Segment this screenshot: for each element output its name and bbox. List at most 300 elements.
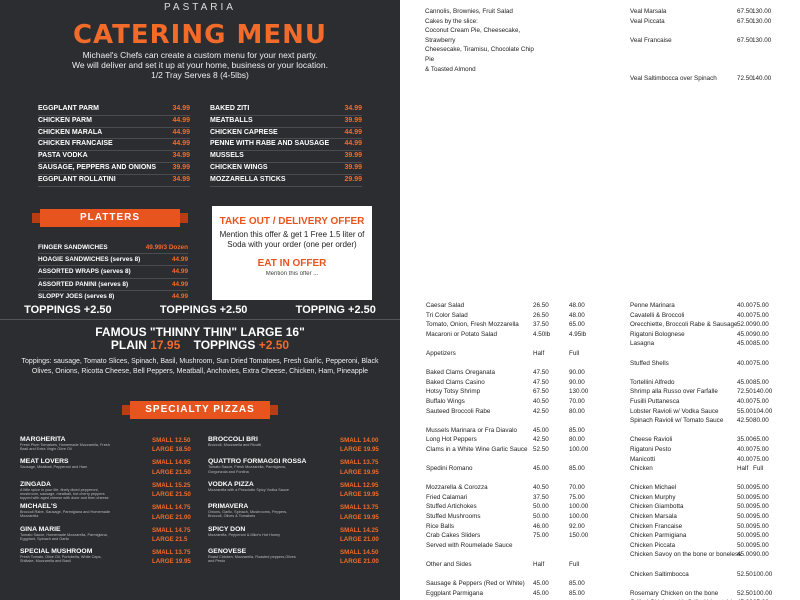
price-row (426, 570, 606, 580)
pizza-large-price: LARGE 19.95 (340, 468, 379, 476)
pizza-large-price: LARGE 19.95 (340, 513, 379, 521)
price-row-full: 140.00 (752, 75, 772, 83)
price-row (630, 455, 800, 465)
price-row-full: 85.00 (569, 580, 585, 588)
price-row (630, 368, 800, 378)
price-row-half: 52.50 (533, 445, 549, 453)
price-row (630, 550, 800, 560)
price-row-half: Half (737, 465, 749, 473)
menu-item-name: PASTA VODKA (38, 152, 88, 160)
price-row-name: Pie (425, 55, 435, 63)
price-row-name: Chicken Murphy (630, 493, 676, 501)
price-row-half: 37.50 (533, 321, 549, 329)
price-row-half: 52.50 (737, 589, 753, 597)
price-row-name: Tomato, Onion, Fresh Mozzarella (426, 321, 519, 329)
price-row-name: Mussels Marinara or Fra Diavalo (426, 426, 517, 434)
price-row-full: 85.00 (569, 589, 585, 597)
price-row (630, 301, 800, 311)
menu-item-name: CHICKEN MARALA (38, 128, 103, 136)
price-row (426, 512, 606, 522)
specialty-banner: SPECIALTY PIZZAS (130, 401, 270, 419)
price-row (630, 7, 790, 17)
menu-item-name: MOZZARELLA STICKS (210, 175, 286, 183)
pizza-name: MEAT LOVERS (20, 458, 69, 466)
price-row-full: 75.00 (753, 302, 769, 309)
pizza-small-price: SMALL 13.75 (152, 548, 191, 556)
price-row (426, 397, 606, 407)
price-row-name: Chicken Michael (630, 484, 677, 492)
pizza-small-price: SMALL 14.50 (340, 548, 379, 556)
pizza-description: Onions, Garlic, Spinach, Mushrooms, Peppers, Broccoli, Olives & Tomatoes (208, 510, 288, 519)
price-row-half: 67.50 (533, 388, 549, 396)
price-row-half: 45.00 (533, 589, 549, 597)
price-row (630, 435, 800, 445)
menu-item-name: EGGPLANT PARM (38, 105, 99, 112)
price-row-name: Chicken Savoy on the bone or boneless (630, 551, 742, 559)
price-row (426, 301, 606, 311)
price-row-name: Chicken Francaise (630, 522, 683, 530)
menu-item-name: SAUSAGE, PEPPERS AND ONIONS (38, 163, 156, 171)
price-row-half: 42.50 (737, 417, 753, 425)
menu-item-name: ASSORTED WRAPS (serves 8) (38, 268, 131, 276)
price-row-name: Crab Cakes Sliders (426, 532, 481, 540)
pizza-small-price: SMALL 15.25 (152, 481, 191, 489)
pizza-item (208, 436, 380, 458)
pizza-name: BROCCOLI BRI (208, 436, 258, 443)
eat-in-offer-text: Mention this offer ... (265, 271, 319, 277)
price-row-full: 92.00 (569, 522, 585, 530)
price-row-full: 75.00 (753, 311, 769, 319)
pizza-description: Mozzarella, Pepperoni & Mike's Hot Honey (208, 532, 281, 537)
price-row-half: 40.00 (737, 302, 753, 309)
price-row (426, 320, 606, 330)
price-row (630, 311, 800, 321)
price-row-half: 40.50 (533, 484, 549, 492)
price-row-full: 100.00 (753, 589, 773, 597)
price-row-full: 95.00 (753, 532, 769, 540)
pizza-item (208, 548, 380, 570)
price-row-name: Cakes by the slice: (425, 17, 478, 25)
price-row-full: 130.00 (569, 388, 589, 396)
price-row (630, 387, 800, 397)
menu-item-name: EGGPLANT ROLLATINI (38, 175, 116, 183)
price-row (630, 397, 800, 407)
desserts-veal-panel (400, 0, 800, 300)
price-row-full: 85.00 (753, 340, 769, 348)
eat-in-offer-title: EAT IN OFFER (257, 258, 327, 269)
pizza-large-price: LARGE 19.95 (340, 446, 379, 454)
price-row-full: 80.00 (753, 417, 769, 425)
price-row-full: 95.00 (753, 484, 769, 492)
price-row-half: 45.00 (737, 330, 753, 338)
price-row-full: 70.00 (569, 484, 585, 492)
pizza-prices (340, 458, 380, 477)
price-row-half: 40.00 (737, 455, 753, 463)
price-row-full: 150.00 (569, 532, 589, 540)
menu-item (38, 151, 190, 163)
offer-title: TAKE OUT / DELIVERY OFFER (219, 216, 365, 227)
price-row-name: Chicken Giambotta (630, 503, 684, 511)
price-row-name: Stuffed Mushrooms (426, 513, 481, 521)
price-row (426, 455, 606, 465)
price-row (425, 65, 565, 75)
price-row-full: 95.00 (753, 522, 769, 530)
price-row-full: 75.00 (569, 493, 585, 501)
catering-intro: Michael's Chefs can create a custom menu for your next party. We will deliver and set it up at your home, business or your location. 1/2 Tray Serves 8 (4-5lbs) (72, 50, 328, 80)
menu-item-price: 34.99 (172, 105, 190, 112)
price-row (426, 560, 606, 570)
price-row-half: 72.50 (737, 75, 753, 83)
price-row-full: 48.00 (569, 302, 585, 309)
menu-item-name: CHICKEN WINGS (210, 163, 268, 171)
pizza-description: Sausage, Meatball, Pepperoni and Ham (20, 465, 88, 470)
pizza-name: QUATTRO FORMAGGI ROSSA (208, 458, 307, 466)
price-row (426, 550, 606, 560)
price-row (426, 378, 606, 388)
menu-item (210, 163, 362, 175)
menu-item-name: CHICKEN PARM (38, 116, 92, 124)
price-row-half: 50.00 (737, 532, 753, 540)
price-row (426, 349, 606, 359)
pizza-item (20, 436, 192, 458)
price-row (426, 435, 606, 445)
price-row (425, 17, 565, 27)
price-row (630, 36, 790, 46)
pizza-item (208, 526, 380, 548)
pizza-name: GINA MARIE (20, 525, 61, 533)
menu-item (38, 279, 188, 291)
pizza-prices (340, 436, 380, 455)
price-row-half: 52.50 (737, 570, 753, 578)
price-row-name: Veal Francaise (630, 36, 672, 44)
menu-item-price: 29.99 (344, 175, 362, 183)
price-row (426, 416, 606, 426)
price-row-full: Full (753, 465, 764, 473)
price-row-name: Sausage & Peppers (Red or White) (426, 580, 525, 588)
pizza-large-price: LARGE 21.50 (152, 491, 191, 499)
price-row-name: Lobster Ravioli w/ Vodka Sauce (630, 407, 719, 415)
pizza-item (20, 526, 192, 548)
price-row (630, 339, 800, 349)
price-row-name: Rigatoni Bolognese (630, 330, 685, 338)
price-row (630, 426, 800, 436)
pizza-item (208, 481, 380, 503)
price-row-name: Spedini Romano (426, 465, 473, 473)
price-row-half: 40.00 (737, 445, 753, 453)
price-row-name: Veal Piccata (630, 17, 665, 25)
price-row (425, 7, 565, 17)
pizza-description: A little spice in your life, finely diced pepperoni, mushroom, sausage, meatball, hot cherry peppers topped with aged cheese with done and then cheese (20, 487, 109, 501)
price-row (425, 26, 565, 36)
price-row-full: 130.00 (752, 8, 772, 15)
price-row-full: 85.00 (569, 426, 585, 434)
pizza-prices (152, 458, 192, 477)
price-row (426, 589, 606, 599)
catering-panel (0, 0, 400, 300)
price-row-name: Served with Roumelade Sauce (426, 541, 513, 549)
price-row-half: 40.50 (533, 397, 549, 405)
pizza-name: MARGHERITA (20, 436, 66, 443)
menu-item (38, 139, 190, 151)
price-row-full: 90.00 (753, 330, 769, 338)
price-row-name: Chicken Marsala (630, 513, 677, 521)
price-row-half: 67.50 (737, 17, 753, 25)
price-row-full: 100.00 (569, 445, 589, 453)
menu-item (38, 128, 190, 140)
pizza-description: Roast Chicken, Mozzarella, Roasted peppers,Olives and Pesto (208, 554, 296, 564)
menu-item (38, 104, 190, 116)
price-row (426, 483, 606, 493)
menu-item (210, 175, 362, 187)
pizza-prices (152, 481, 192, 500)
pizza-large-price: LARGE 19.95 (152, 558, 191, 566)
price-row-name: Cannolis, Brownies, Fruit Salad (425, 8, 513, 15)
price-row-full: 85.00 (569, 465, 585, 473)
menu-item-price: 44.99 (172, 128, 190, 136)
price-row-name: Manicotti (630, 455, 656, 463)
toppings-bar: TOPPINGS +2.50 TOPPINGS +2.50 TOPPING +2.50 (0, 300, 400, 320)
price-row-name: Tri Color Salad (426, 311, 468, 319)
price-row-half: 42.50 (533, 407, 549, 415)
menu-item (210, 139, 362, 151)
pizza-small-price: SMALL 14.95 (152, 459, 191, 467)
price-row-half: 46.00 (533, 522, 549, 530)
price-row (630, 65, 790, 75)
price-row (630, 560, 800, 570)
menu-item (38, 116, 190, 128)
price-row-name: Penne Marinara (630, 302, 675, 309)
veal-list (630, 7, 790, 84)
price-row-name: Baked Clams Oreganata (426, 369, 495, 377)
price-row (630, 493, 800, 503)
price-row-full: 75.00 (753, 455, 769, 463)
price-row (630, 474, 800, 484)
menu-item (38, 254, 188, 266)
price-row-half: 45.00 (533, 426, 549, 434)
price-row (426, 522, 606, 532)
pizza-panel (0, 300, 400, 600)
menu-item-price: 39.99 (172, 163, 190, 171)
platters-banner: PLATTERS (40, 209, 180, 227)
menu-item-name: ASSORTED PANINI (serves 8) (38, 280, 129, 288)
price-row-full: 65.00 (753, 436, 769, 444)
price-row-full: 100.00 (569, 503, 589, 511)
price-row (425, 55, 565, 65)
menu-item-price: 44.99 (344, 140, 362, 148)
price-row (630, 464, 800, 474)
price-row (630, 359, 800, 369)
price-row (630, 502, 800, 512)
menu-item-name: SLOPPY JOES (serves 8) (38, 292, 115, 300)
menu-item-name: HOAGIE SANDWICHES (serves 8) (38, 256, 141, 264)
price-row (630, 349, 800, 359)
pizza-small-price: SMALL 14.00 (340, 437, 379, 444)
specialty-right-list (208, 436, 380, 570)
price-row (426, 464, 606, 474)
offer-box (212, 206, 372, 300)
toppings-list: Toppings: sausage, Tomato Slices, Spinach, Basil, Mushroom, Sun Dried Tomatoes, Fresh Garlic, Pepperoni, Black Olives, Onions, Ricotta Cheese, Bell Peppers, Meatball, Anchovies, Extra Cheese, Chicken, Ham, Pineapple (21, 358, 379, 375)
price-row-name: Spinach Ravioli w/ Tomato Sauce (630, 417, 724, 425)
price-row-name: Clams in a White Wine Garlic Sauce (426, 445, 528, 453)
price-row (426, 541, 606, 551)
price-row (630, 570, 800, 580)
price-row-half: 4.50lb (533, 330, 551, 338)
price-row (630, 378, 800, 388)
price-row-name: Lasagna (630, 340, 655, 348)
price-row-name: Tortellini Alfredo (630, 378, 675, 386)
price-row-half: 45.00 (533, 580, 549, 588)
pizza-small-price: SMALL 14.75 (152, 504, 191, 512)
price-row-name: Other and Sides (426, 561, 472, 569)
price-row-name: Fusilli Puttanesca (630, 397, 680, 405)
pizza-large-price: LARGE 21.00 (340, 558, 379, 566)
menu-item-price: 49.99/3 Dozen (145, 244, 188, 251)
price-row-half: 50.00 (737, 484, 753, 492)
price-row-name: Fried Calamari (426, 493, 468, 501)
desserts-list (425, 7, 565, 74)
pasta-chicken-list (630, 301, 800, 600)
menu-item (210, 116, 362, 128)
price-row (426, 474, 606, 484)
price-row-full: 85.00 (753, 378, 769, 386)
pizza-large-price: LARGE 19.95 (340, 491, 379, 499)
pizza-description: Broccoli, Mozzarella and Ricotti (208, 443, 261, 447)
price-row (630, 320, 800, 330)
price-row-half: Half (533, 349, 545, 357)
menu-item (210, 104, 362, 116)
menu-item-price: 34.99 (344, 105, 362, 112)
catering-left-list (38, 104, 190, 187)
price-row-name: Rosemary Chicken on the bone (630, 589, 719, 597)
price-row-half: 50.00 (533, 503, 549, 511)
price-row-half: 50.00 (737, 541, 753, 549)
price-row-name: Coconut Cream Pie, Cheesecake, (425, 27, 521, 35)
price-row-full: 90.00 (569, 369, 585, 377)
price-row-half: 50.00 (737, 493, 753, 501)
price-row-name: & Toasted Almond (425, 65, 476, 73)
menu-item-price: 44.99 (172, 292, 188, 300)
menu-item-price: 44.99 (172, 116, 190, 124)
appetizers-list (426, 301, 606, 600)
price-row (426, 579, 606, 589)
price-row (630, 541, 800, 551)
price-row-full: 130.00 (752, 36, 772, 44)
pizza-item (208, 503, 380, 525)
price-row-name: Veal Saltimbocca over Spinach (630, 75, 717, 83)
specialty-left-list (20, 436, 192, 570)
price-row-full: 65.00 (569, 321, 585, 329)
menu-item-price: 34.99 (172, 152, 190, 160)
menu-item (38, 291, 188, 300)
price-row-full: 90.00 (753, 551, 769, 559)
pizza-small-price: SMALL 13.75 (340, 459, 379, 467)
price-row-name: Mozzarella & Corozza (426, 484, 488, 492)
price-row (425, 45, 565, 55)
menu-item-name: MUSSELS (210, 152, 244, 160)
pizza-small-price: SMALL 13.75 (340, 504, 379, 512)
menu-item-name: CHICKEN CAPRESE (210, 128, 278, 136)
pizza-large-price: LARGE 21.50 (152, 468, 191, 476)
price-row-full: 75.00 (753, 359, 769, 367)
price-row-name: Veal Marsala (630, 8, 667, 15)
pizza-large-price: LARGE 21.00 (340, 535, 379, 543)
price-row-half: 50.00 (737, 503, 753, 511)
price-row-half: 47.50 (533, 369, 549, 377)
price-row-name: Strawberry (425, 36, 456, 44)
price-row (426, 407, 606, 417)
price-row-half: 75.00 (533, 532, 549, 540)
price-row-name: Chicken Saltimbocca (630, 570, 689, 578)
catering-right-list (210, 104, 362, 187)
pizza-prices (340, 548, 380, 567)
price-row-name: Stuffed Artichokes (426, 503, 477, 511)
price-row-half: 45.00 (737, 340, 753, 348)
price-row (426, 311, 606, 321)
price-row-half: 72.50 (737, 388, 753, 396)
price-row-half: 50.00 (737, 522, 753, 530)
menu-item-price: 39.99 (344, 152, 362, 160)
pizza-item (208, 458, 380, 480)
price-row (630, 26, 790, 36)
price-row (426, 502, 606, 512)
price-row-half: 55.00 (737, 407, 753, 415)
menu-item-price: 39.99 (344, 163, 362, 171)
price-row-name: Chicken Parmigiana (630, 532, 687, 540)
price-row-half: 50.00 (533, 513, 549, 521)
price-row (630, 483, 800, 493)
price-row (426, 445, 606, 455)
price-row-full: 90.00 (753, 321, 769, 329)
price-list-panel (400, 300, 800, 600)
price-row-half: 52.00 (737, 321, 753, 329)
price-row (426, 330, 606, 340)
price-row (426, 359, 606, 369)
menu-item-name: FINGER SANDWICHES (38, 244, 108, 251)
price-row-half: 45.00 (737, 551, 753, 559)
price-row (630, 579, 800, 589)
price-row-name: Chicken Piccata (630, 541, 676, 549)
price-row-full: 104.00 (753, 407, 773, 415)
price-row-half: 67.50 (737, 36, 753, 44)
pizza-item (20, 481, 192, 503)
price-row (630, 531, 800, 541)
pizza-name: SPICY DON (208, 525, 246, 533)
menu-item (38, 163, 190, 175)
price-row (426, 531, 606, 541)
price-row-half: 40.00 (737, 311, 753, 319)
price-row-half: 40.00 (737, 359, 753, 367)
price-row-name: Cavatelli & Broccoli (630, 311, 685, 319)
price-row-name: Baked Clams Casino (426, 378, 485, 386)
pizza-name: MICHAEL'S (20, 503, 58, 511)
menu-item (210, 128, 362, 140)
menu-item-price: 39.99 (344, 116, 362, 124)
pizza-large-price: LARGE 18.50 (152, 446, 191, 454)
menu-item-price: 44.99 (172, 268, 188, 276)
price-row-name: Chicken (630, 465, 653, 473)
price-row-name: Rice Balls (426, 522, 454, 530)
pizza-prices (340, 526, 380, 545)
price-row-full: 75.00 (753, 397, 769, 405)
price-row-half: 67.50 (737, 8, 753, 15)
price-row (426, 387, 606, 397)
price-row-half: 35.00 (737, 436, 753, 444)
price-row-full: Full (569, 561, 580, 569)
pizza-description: Fresh Tomato, Olive Oil, Portobella, White Caps, Shiitake, Mozzarella and Basil (20, 554, 102, 564)
menu-item-name: CHICKEN FRANCAISE (38, 140, 113, 148)
price-row-full: 130.00 (752, 17, 772, 25)
price-row (630, 407, 800, 417)
